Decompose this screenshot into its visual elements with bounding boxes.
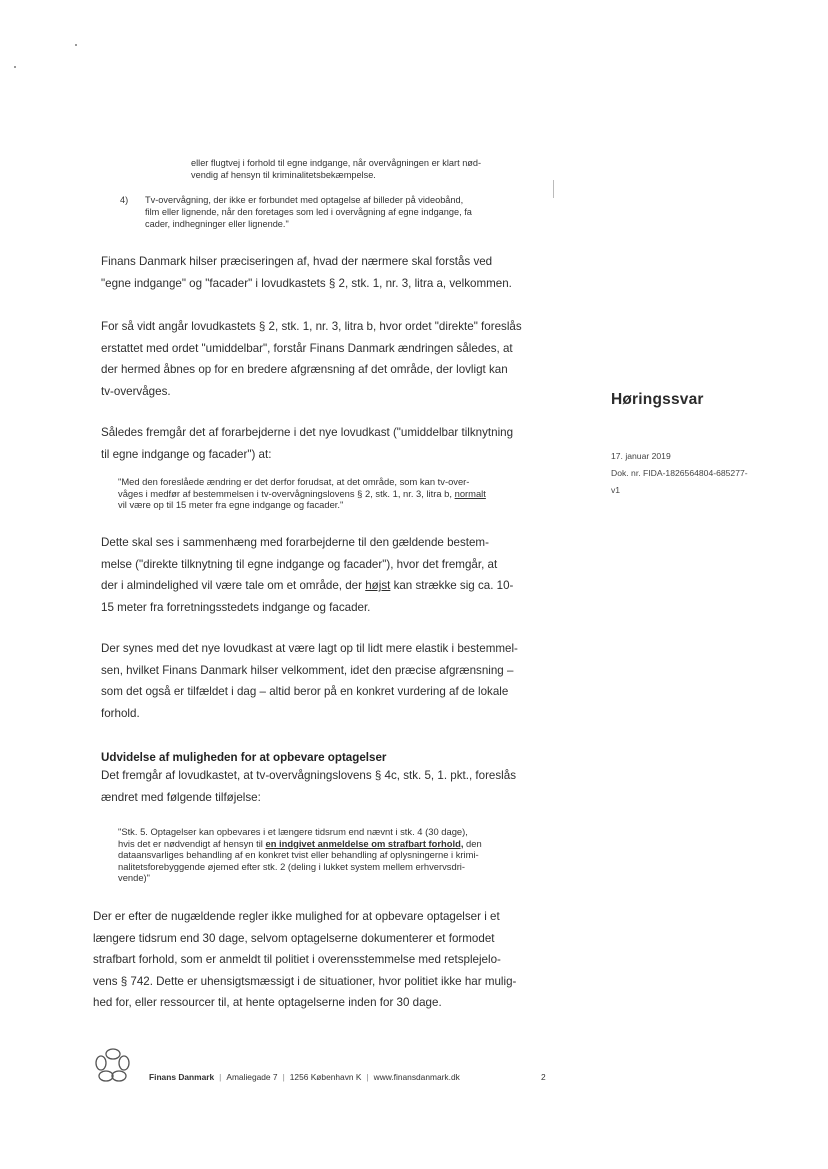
footer-city: 1256 København K	[289, 1072, 362, 1082]
text-line: som det også er tilfældet i dag – altid beror på en konkret vurdering af de lokale	[101, 685, 509, 698]
text-line: Der synes med det nye lovudkast at være lagt op til lidt mere elastik i bestemmel-	[101, 642, 518, 655]
paragraph-2	[101, 316, 522, 402]
underlined-bold-text: en indgivet anmeldelse om strafbart forhold,	[265, 837, 464, 849]
footer-separator: |	[366, 1072, 369, 1082]
text-span: hvis det er nødvendigt af hensyn til	[118, 837, 266, 849]
text-line: til egne indgange og facader") at:	[101, 447, 272, 461]
footer-street: Amaliegade 7	[226, 1072, 278, 1082]
paragraph-6	[101, 765, 516, 808]
text-line	[118, 838, 482, 850]
underlined-text: højst	[365, 579, 391, 592]
text-span: våges i medfør af bestemmelsen i tv-overvågningslovens § 2, stk. 1, nr. 3, litra b,	[118, 487, 455, 499]
document-version: v1	[611, 485, 621, 495]
text-line: tv-overvåges.	[101, 384, 171, 398]
text-line: forhold.	[101, 706, 140, 720]
text-line: Finans Danmark hilser præciseringen af, hvad der nærmere skal forstås ved	[101, 255, 493, 268]
text-line: erstattet med ordet "umiddelbar", forstår Finans Danmark ændringen således, at	[101, 341, 513, 355]
text-line: Tv-overvågning, der ikke er forbundet med optagelse af billeder på videobånd,	[145, 195, 464, 205]
text-line: eller flugtvej i forhold til egne indgange, når overvågningen er klart nød-	[191, 158, 482, 168]
text-line: dataansvarliges behandling af en konkret tvist eller behandling af oplysningerne i krimi-	[118, 849, 479, 861]
document-date: 17. januar 2019	[611, 451, 671, 461]
text-line: Det fremgår af lovudkastet, at tv-overvågningslovens § 4c, stk. 5, 1. pkt., foreslås	[101, 769, 516, 782]
paragraph-4	[101, 532, 513, 618]
text-line: vende)"	[118, 872, 150, 884]
footer-org: Finans Danmark	[149, 1072, 215, 1082]
text-span: den	[463, 837, 482, 849]
paragraph-7	[93, 906, 516, 1014]
text-line: "Stk. 5. Optagelser kan opbevares i et længere tidsrum end nævnt i stk. 4 (30 dage),	[118, 826, 468, 837]
footer-separator: |	[282, 1072, 285, 1082]
text-line: hed for, eller ressourcer til, at hente optagelserne inden for 30 dage.	[93, 996, 442, 1009]
text-line	[118, 488, 486, 500]
underlined-text: normalt	[454, 487, 486, 499]
document-reference: Dok. nr. FIDA-1826564804-685277-	[611, 468, 748, 478]
text-line: vens § 742. Dette er uhensigtsmæssigt i de situationer, hvor politiet ikke har mulig-	[93, 974, 517, 988]
text-line: længere tidsrum end 30 dage, selvom optagelserne dokumenterer et formodet	[93, 931, 495, 945]
paragraph-1	[101, 251, 512, 294]
text-line: film eller lignende, når den foretages som led i overvågning af egne indgange, fa	[145, 207, 472, 217]
text-line: melse ("direkte tilknytning til egne indgange og facader"), hvor det fremgår, at	[101, 557, 498, 571]
page-number: 2	[541, 1072, 546, 1082]
text-line: strafbart forhold, som er anmeldt til politiet i overensstemmelse med retsplejelo-	[93, 953, 501, 966]
sidebar-title: Høringssvar	[611, 391, 704, 408]
section-heading: Udvidelse af muligheden for at opbevare optagelser	[101, 751, 387, 764]
footer-website-link[interactable]: www.finansdanmark.dk	[373, 1072, 460, 1082]
text-line: Der er efter de nugældende regler ikke mulighed for at opbevare optagelser i et	[93, 910, 500, 923]
footer	[149, 1072, 460, 1082]
list-item-3-continuation	[191, 157, 481, 181]
scan-speck	[14, 66, 16, 68]
text-line: nalitetsforebyggende øjemed efter stk. 2 (deling i lukket system mellem erhvervsdri-	[118, 860, 466, 872]
text-line: For så vidt angår lovudkastets § 2, stk. 1, nr. 3, litra b, hvor ordet "direkte" foreslås	[101, 320, 522, 333]
text-line: cader, indhegninger eller lignende."	[145, 219, 289, 229]
text-line: Således fremgår det af forarbejderne i det nye lovudkast ("umiddelbar tilknytning	[101, 426, 514, 439]
paragraph-3	[101, 422, 513, 465]
scan-speck	[75, 44, 77, 46]
paragraph-5	[101, 638, 518, 724]
text-line: "Med den foreslåede ændring er det derfor forudsat, at det område, som kan tv-over-	[118, 476, 470, 487]
text-line	[101, 575, 513, 597]
sidebar-meta	[611, 448, 748, 499]
quote-2	[118, 826, 482, 884]
list-item-4	[145, 194, 472, 230]
text-line: 15 meter fra forretningsstedets indgange og facader.	[101, 600, 371, 614]
quote-1	[118, 476, 486, 511]
text-line: Dette skal ses i sammenhæng med forarbejderne til den gældende bestem-	[101, 536, 489, 549]
list-item-4-number: 4)	[120, 195, 129, 205]
text-span: kan strække sig ca. 10-	[390, 579, 514, 592]
text-line: vil være op til 15 meter fra egne indgange og facader."	[118, 499, 344, 511]
text-line: der hermed åbnes op for en bredere afgrænsning af det område, der lovligt kan	[101, 363, 508, 376]
scan-mark	[553, 180, 554, 198]
text-line: sen, hvilket Finans Danmark hilser velkomment, idet den præcise afgrænsning –	[101, 663, 514, 677]
text-line: vendig af hensyn til kriminalitetsbekæmpelse.	[191, 170, 376, 180]
finans-danmark-logo-icon	[93, 1045, 133, 1085]
footer-separator: |	[219, 1072, 222, 1082]
text-line: ændret med følgende tilføjelse:	[101, 790, 261, 804]
text-line: "egne indgange" og "facader" i lovudkastets § 2, stk. 1, nr. 3, litra a, velkommen.	[101, 276, 512, 290]
text-span: der i almindelighed vil være tale om et område, der	[101, 579, 366, 592]
